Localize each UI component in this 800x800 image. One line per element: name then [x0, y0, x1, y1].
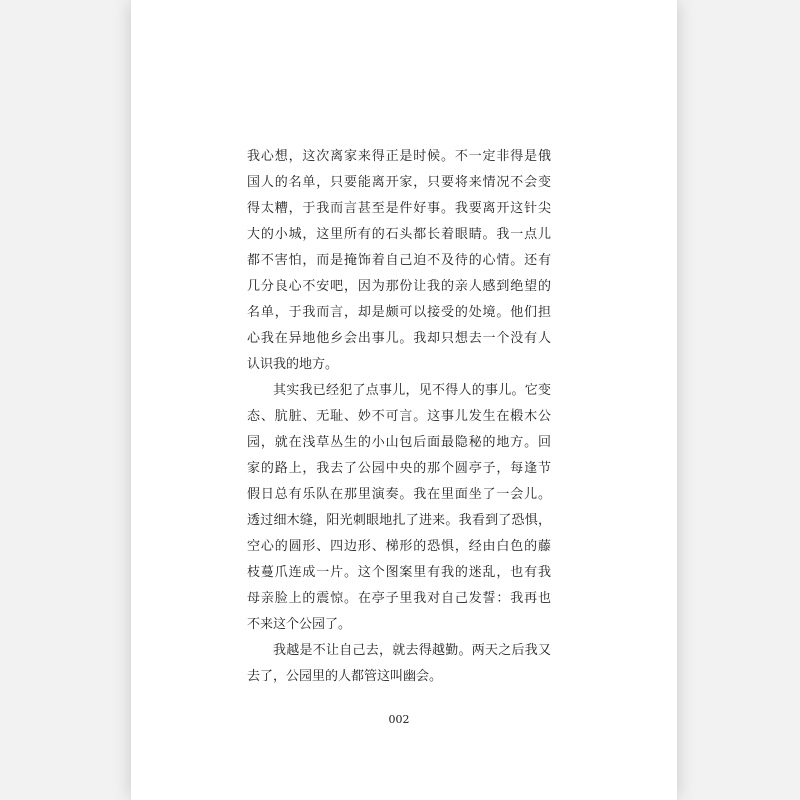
paragraph: [247, 144, 551, 378]
book-page: [131, 0, 677, 800]
text-line: 去了，公园里的人都管这叫幽会。: [247, 669, 443, 684]
text-line: 园，就在浅草丛生的小山包后面最隐秘的地方。回: [247, 435, 551, 450]
text-line: 假日总有乐队在那里演奏。我在里面坐了一会儿。: [247, 487, 551, 502]
text-line: 几分良心不安吧，因为那份让我的亲人感到绝望的: [247, 279, 551, 294]
text-line: 不来这个公园了。: [247, 617, 352, 632]
text-line: 枝蔓爪连成一片。这个图案里有我的迷乱，也有我: [247, 565, 551, 580]
text-line: 名单，于我而言，却是颇可以接受的处境。他们担: [247, 305, 551, 320]
text-line: 其实我已经犯了点事儿，见不得人的事儿。它变: [273, 383, 551, 398]
text-line: 母亲脸上的震惊。在亭子里我对自己发誓：我再也: [247, 591, 551, 606]
text-line: 态、肮脏、无耻、妙不可言。这事儿发生在椴木公: [247, 409, 551, 424]
text-line: 我心想，这次离家来得正是时候。不一定非得是俄: [247, 149, 551, 164]
paragraph: [247, 378, 551, 638]
text-line: 都不害怕，而是掩饰着自己迫不及待的心情。还有: [247, 253, 551, 268]
text-line: 大的小城，这里所有的石头都长着眼睛。我一点儿: [247, 227, 551, 242]
paragraph: [247, 638, 551, 690]
text-block: [247, 144, 551, 690]
text-line: 心我在异地他乡会出事儿。我却只想去一个没有人: [247, 331, 551, 346]
text-line: 得太糟，于我而言甚至是件好事。我要离开这针尖: [247, 201, 551, 216]
page-number: 002: [388, 713, 410, 726]
text-line: 国人的名单，只要能离开家，只要将来情况不会变: [247, 175, 551, 190]
text-line: 家的路上，我去了公园中央的那个圆亭子，每逢节: [247, 461, 551, 476]
text-line: 空心的圆形、四边形、梯形的恐惧，经由白色的藤: [247, 539, 551, 554]
text-line: 认识我的地方。: [247, 357, 339, 372]
text-line: 透过细木缝，阳光刺眼地扎了进来。我看到了恐惧，: [247, 513, 551, 528]
text-line: 我越是不让自己去，就去得越勤。两天之后我又: [273, 643, 551, 658]
